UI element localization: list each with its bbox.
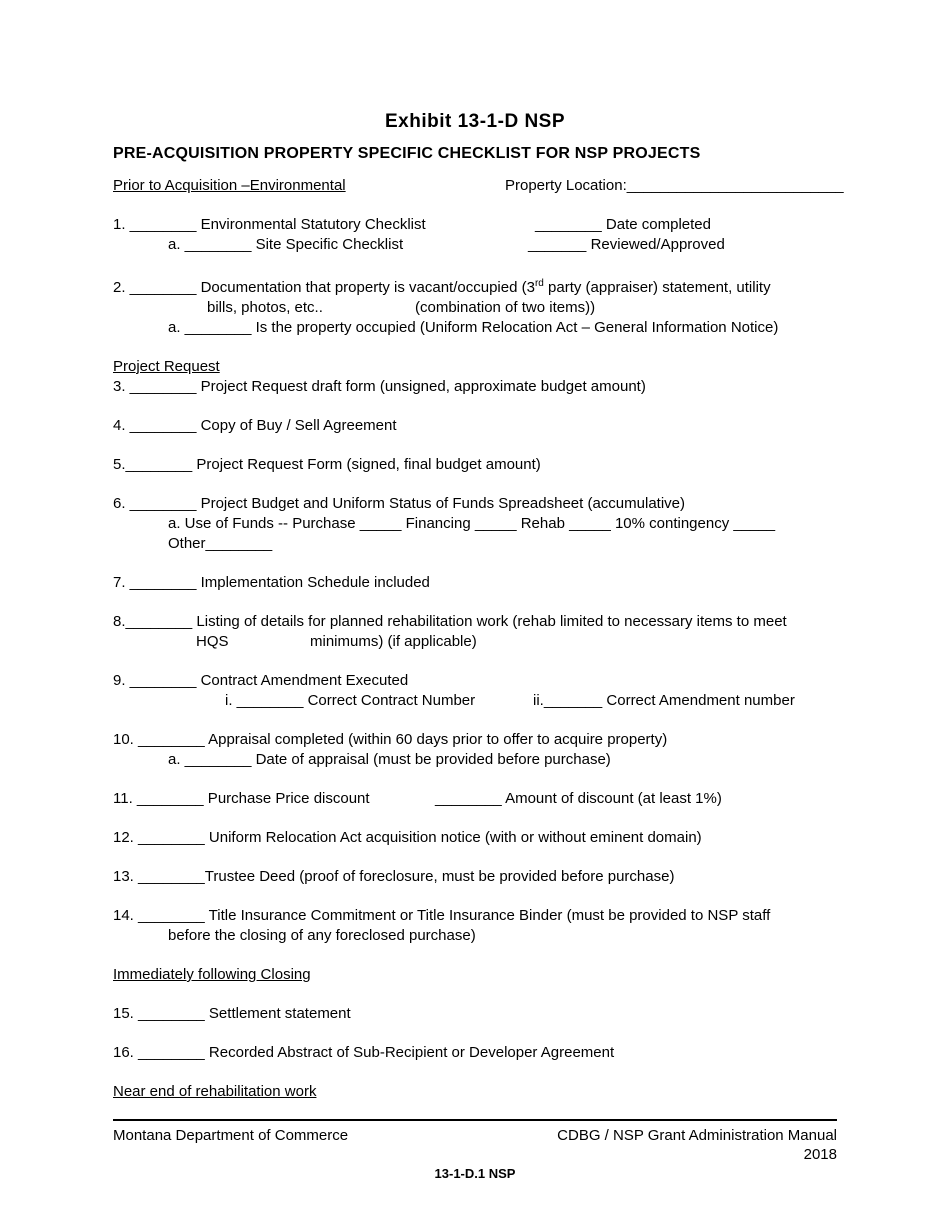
property-location-label: Property Location: (505, 177, 627, 194)
checklist-item-2 (113, 274, 837, 298)
section-heading-immediately-following-closing: Immediately following Closing (113, 966, 311, 983)
item-11-text: 11. ________ Purchase Price discount (113, 790, 370, 807)
checklist-item-1 (113, 215, 837, 235)
checklist-item-15: 15. ________ Settlement statement (113, 1005, 351, 1022)
section-row-immediately-following-closing (113, 965, 837, 985)
exhibit-title: Exhibit 13-1-D NSP (384, 111, 566, 132)
property-location (505, 176, 844, 196)
item-1-text: 1. ________ Environmental Statutory Checklist (113, 216, 426, 233)
checklist-item-6: 6. ________ Project Budget and Uniform Status of Funds Spreadsheet (accumulative) (113, 495, 685, 512)
checklist-item-2a: a. ________ Is the property occupied (Uniform Relocation Act – General Information Notice) (168, 319, 779, 336)
item-2-combination-note: (combination of two items)) (415, 299, 596, 316)
footer (113, 1121, 837, 1145)
checklist-item-11 (113, 789, 837, 809)
checklist-item-14-continued: before the closing of any foreclosed purchase) (168, 927, 476, 944)
checklist-item-12: 12. ________ Uniform Relocation Act acquisition notice (with or without eminent domain) (113, 829, 702, 846)
item-8-minimums: minimums) (if applicable) (310, 633, 477, 650)
item-1a-reviewed-approved: _______ Reviewed/Approved (528, 236, 725, 253)
section-row-near-end-rehab (113, 1082, 837, 1102)
item-2-continued-text: bills, photos, etc.. (207, 299, 323, 316)
checklist-item-10a: a. ________ Date of appraisal (must be provided before purchase) (168, 751, 611, 768)
checklist-item-16: 16. ________ Recorded Abstract of Sub-Recipient or Developer Agreement (113, 1044, 615, 1061)
footer-year: 2018 (803, 1146, 837, 1163)
checklist-item-6a: a. Use of Funds -- Purchase _____ Financing _____ Rehab _____ 10% contingency _____ (168, 515, 776, 532)
checklist-item-2-continued (113, 298, 837, 318)
section-heading-prior-to-acquisition: Prior to Acquisition –Environmental (113, 177, 346, 194)
checklist-item-9-sub (113, 691, 837, 711)
item-1a-text: a. ________ Site Specific Checklist (168, 236, 404, 253)
item-8-hqs: HQS (196, 633, 229, 650)
item-9i-text: i. ________ Correct Contract Number (225, 692, 476, 709)
checklist-item-3: 3. ________ Project Request draft form (unsigned, approximate budget amount) (113, 378, 646, 395)
item-2-text-pre: 2. ________ Documentation that property is vacant/occupied (3 (113, 279, 535, 296)
footer-manual-name: CDBG / NSP Grant Administration Manual (557, 1127, 837, 1144)
item-2-ordinal-superscript: rd (534, 278, 544, 289)
section-row-project-request (113, 357, 837, 377)
checklist-item-10: 10. ________ Appraisal completed (within 60 days prior to offer to acquire property) (113, 731, 668, 748)
footer-org-name: Montana Department of Commerce (113, 1127, 349, 1144)
checklist-item-6a-other: Other________ (168, 535, 273, 552)
checklist-item-1a (113, 235, 837, 255)
section-heading-near-end-rehab: Near end of rehabilitation work (113, 1083, 317, 1100)
item-2-text-post: party (appraiser) statement, utility (543, 279, 771, 296)
checklist-item-14: 14. ________ Title Insurance Commitment or Title Insurance Binder (must be provided to NSP staff (113, 907, 771, 924)
section-row-prior-to-acquisition (113, 176, 844, 196)
checklist-item-4: 4. ________ Copy of Buy / Sell Agreement (113, 417, 397, 434)
item-1-date-completed: ________ Date completed (535, 216, 711, 233)
checklist-title: PRE-ACQUISITION PROPERTY SPECIFIC CHECKLIST FOR NSP PROJECTS (113, 145, 701, 162)
checklist-item-7: 7. ________ Implementation Schedule included (113, 574, 430, 591)
checklist-item-8: 8.________ Listing of details for planned rehabilitation work (rehab limited to necessary items to meet (113, 613, 787, 630)
footer-doc-id: 13-1-D.1 NSP (434, 1166, 516, 1181)
checklist-item-5: 5.________ Project Request Form (signed, final budget amount) (113, 456, 541, 473)
property-location-blank: __________________________ (626, 177, 844, 194)
checklist-item-13: 13. ________Trustee Deed (proof of foreclosure, must be provided before purchase) (113, 868, 675, 885)
checklist-item-8-continued (113, 632, 837, 652)
item-9ii-text: ii._______ Correct Amendment number (533, 692, 795, 709)
checklist-item-9: 9. ________ Contract Amendment Executed (113, 672, 409, 689)
section-heading-project-request: Project Request (113, 358, 220, 375)
item-11-amount-of-discount: ________ Amount of discount (at least 1%) (435, 790, 722, 807)
